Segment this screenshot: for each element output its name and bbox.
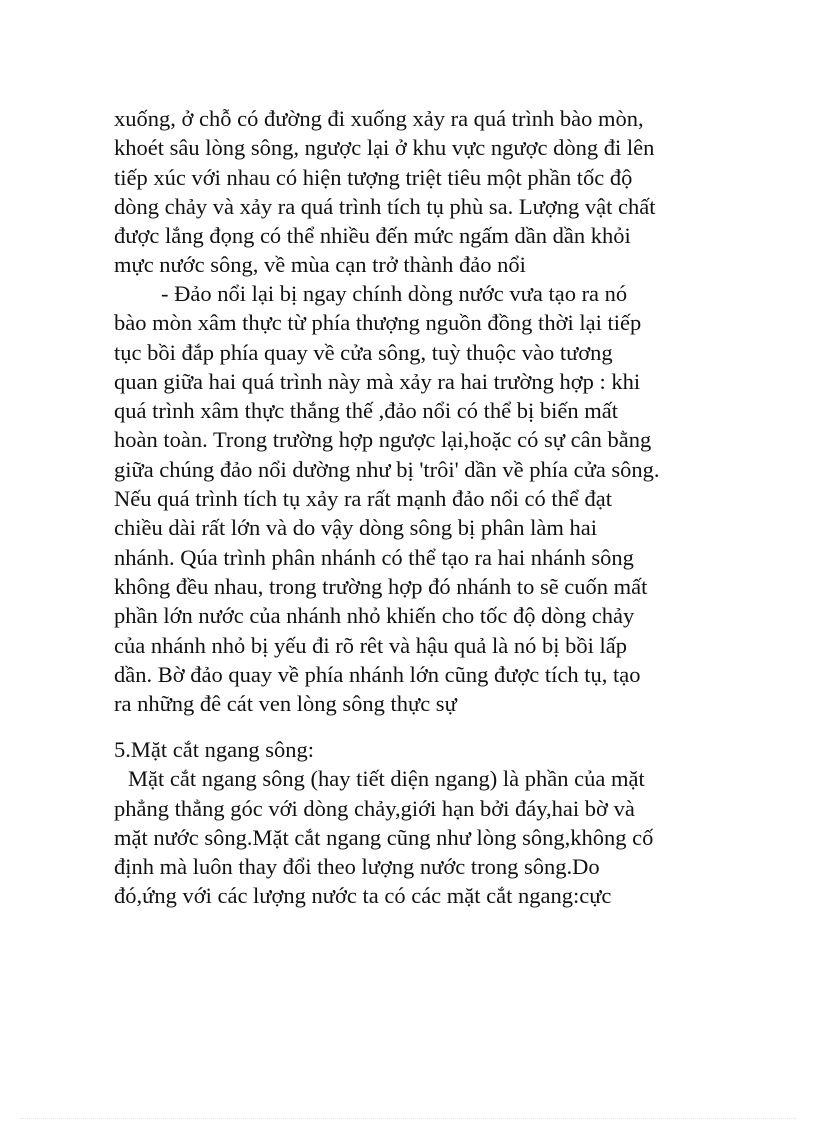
- text-line: mực nước sông, về mùa cạn trở thành đảo nổi: [114, 252, 526, 278]
- text-line: chiều dài rất lớn và do vậy dòng sông bị phân làm hai: [114, 515, 598, 541]
- text-line: dần. Bờ đảo quay về phía nhánh lớn cũng được tích tụ, tạo: [114, 661, 641, 687]
- paragraph-river-islands: [114, 104, 714, 280]
- text-line: bào mòn xâm thực từ phía thượng nguồn đồng thời lại tiếp: [114, 310, 642, 336]
- text-line: dòng chảy và xảy ra quá trình tích tụ phù sa. Lượng vật chất: [114, 193, 656, 219]
- text-line: khoét sâu lòng sông, ngược lại ở khu vực ngược dòng đi lên: [114, 135, 655, 161]
- text-line: tục bồi đắp phía quay về cửa sông, tuỳ thuộc vào tương: [114, 339, 613, 365]
- text-line: hoàn toàn. Trong trường hợp ngược lại,hoặc có sự cân bằng: [114, 427, 652, 453]
- text-line: đó,ứng với các lượng nước ta có các mặt cắt ngang:cực: [114, 883, 612, 909]
- text-line: phần lớn nước của nhánh nhỏ khiến cho tốc độ dòng chảy: [114, 603, 635, 629]
- text-line: nhánh. Qúa trình phân nhánh có thể tạo ra hai nhánh sông: [114, 544, 634, 570]
- text-line: của nhánh nhỏ bị yếu đi rõ rêt và hậu quả là nó bị bồi lấp: [114, 632, 627, 658]
- page-bottom-divider: [20, 1118, 796, 1119]
- text-line: phẳng thẳng góc với dòng chảy,giới hạn bởi đáy,hai bờ và: [114, 795, 635, 821]
- text-line: Mặt cắt ngang sông (hay tiết diện ngang) là phần của mặt: [128, 766, 645, 792]
- paragraph-island-erosion: [114, 279, 714, 718]
- text-line: không đều nhau, trong trường hợp đó nhánh to sẽ cuốn mất: [114, 573, 648, 599]
- text-line: quá trình xâm thực thắng thế ,đảo nổi có thể bị biến mất: [114, 398, 618, 424]
- section-heading: 5.Mặt cắt ngang sông:: [114, 737, 314, 762]
- text-line: ra những đê cát ven lòng sông thực sự: [114, 691, 457, 717]
- text-line: Nếu quá trình tích tụ xảy ra rất mạnh đảo nổi có thể đạt: [114, 486, 612, 512]
- text-line: giữa chúng đảo nổi dường như bị 'trôi' dần về phía cửa sông.: [114, 456, 660, 482]
- text-line: định mà luôn thay đổi theo lượng nước trong sông.Do: [114, 854, 600, 880]
- text-line: xuống, ở chỗ có đường đi xuống xảy ra quá trình bào mòn,: [114, 106, 644, 131]
- section-cross-section: [114, 735, 714, 911]
- text-line: - Đảo nổi lại bị ngay chính dòng nước vưa tạo ra nó: [161, 281, 628, 306]
- text-line: quan giữa hai quá trình này mà xảy ra hai trường hợp : khi: [114, 368, 641, 394]
- text-line: mặt nước sông.Mặt cắt ngang cũng như lòng sông,không cố: [114, 824, 654, 850]
- text-line: tiếp xúc với nhau có hiện tượng triệt tiêu một phần tốc độ: [114, 164, 633, 190]
- text-line: được lắng đọng có thể nhiều đến mức ngấm dần dần khỏi: [114, 223, 631, 249]
